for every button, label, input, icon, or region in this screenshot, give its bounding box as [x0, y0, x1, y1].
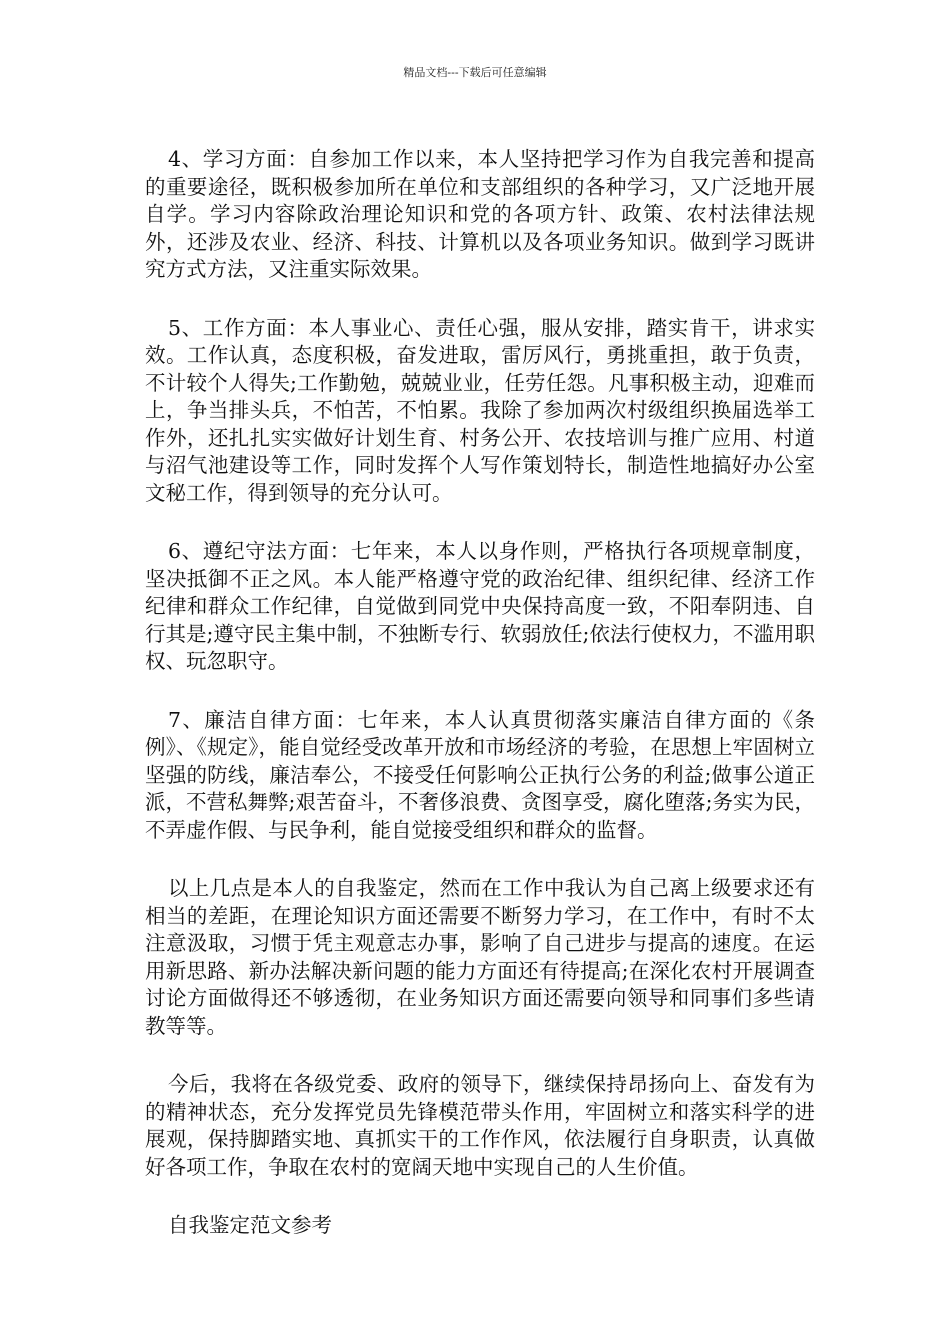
paragraph-self-assessment: 以上几点是本人的自我鉴定，然而在工作中我认为自己离上级要求还有相当的差距，在理论知识方面还需要不断努力学习，在工作中，有时不太注意汲取，习惯于凭主观意志办事，影响了自己进步与提高的速度。在运用新思路、新办法解决新问题的能力方面还有待提高;在深化农村开展调查讨论方面做得还不够透彻，在业务知识方面还需要向领导和同事们多些请教等等。: [145, 876, 815, 1038]
paragraph-study: 4、学习方面：自参加工作以来，本人坚持把学习作为自我完善和提高的重要途径，既积极参加所在单位和支部组织的各种学习，又广泛地开展自学。学习内容除政治理论知识和党的各项方针、政策、农村法律法规外，还涉及农业、经济、科技、计算机以及各项业务知识。做到学习既讲究方式方法，又注重实际效果。: [145, 147, 815, 281]
document-body: [145, 146, 815, 1240]
paragraph-integrity: 7、廉洁自律方面：七年来，本人认真贯彻落实廉洁自律方面的《条例》、《规定》，能自觉经受改革开放和市场经济的考验，在思想上牢固树立坚强的防线，廉洁奉公，不接受任何影响公正执行公务的利益;做事公道正派，不营私舞弊;艰苦奋斗，不奢侈浪费、贪图享受，腐化堕落;务实为民，不弄虚作假、与民争利，能自觉接受组织和群众的监督。: [145, 707, 815, 842]
page-header: 精品文档---下载后可任意编辑: [403, 66, 547, 79]
paragraph-future: 今后，我将在各级党委、政府的领导下，继续保持昂扬向上、奋发有为的精神状态，充分发挥党员先锋模范带头作用，牢固树立和落实科学的进展观，保持脚踏实地、真抓实干的工作作风，依法履行自身职责，认真做好各项工作，争取在农村的宽阔天地中实现自己的人生价值。: [145, 1072, 815, 1179]
paragraph-work: 5、工作方面：本人事业心、责任心强，服从安排，踏实肯干，讲求实效。工作认真，态度积极，奋发进取，雷厉风行，勇挑重担，敢于负责，不计较个人得失;工作勤勉，兢兢业业，任劳任怨。凡事积极主动，迎难而上，争当排头兵，不怕苦，不怕累。我除了参加两次村级组织换届选举工作外，还扎扎实实做好计划生育、村务公开、农技培训与推广应用、村道与沼气池建设等工作，同时发挥个人写作策划特长，制造性地搞好办公室文秘工作，得到领导的充分认可。: [145, 315, 815, 505]
closing-heading: 自我鉴定范文参考: [168, 1213, 332, 1237]
paragraph-discipline: 6、遵纪守法方面：七年来，本人以身作则，严格执行各项规章制度，坚决抵御不正之风。本人能严格遵守党的政治纪律、组织纪律、经济工作纪律和群众工作纪律，自觉做到同党中央保持高度一致，不阳奉阴违、自行其是;遵守民主集中制，不独断专行、软弱放任;依法行使权力，不滥用职权、玩忽职守。: [145, 539, 815, 673]
